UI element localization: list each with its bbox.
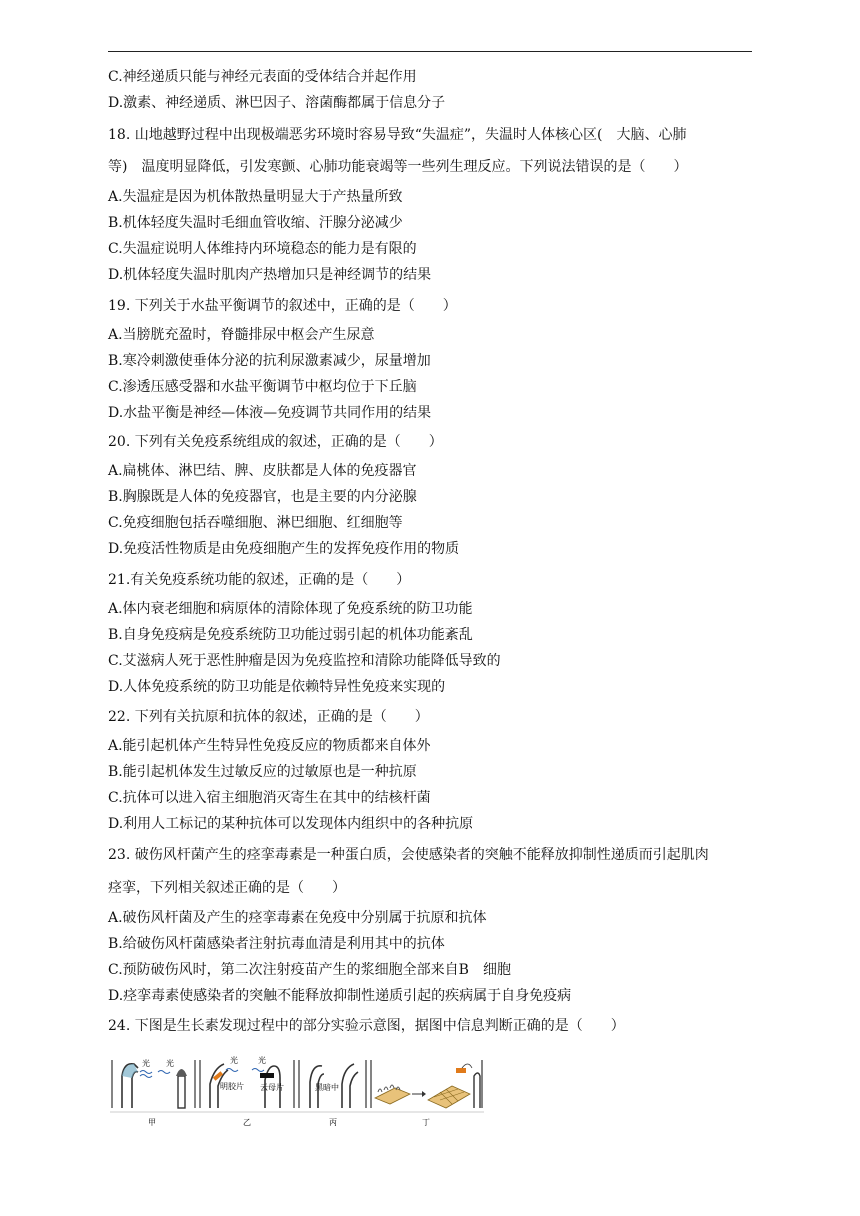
question-18-line2: 等) 温度明显降低，引发寒颤、心肺功能衰竭等一些列生理反应。下列说法错误的是（ ）	[108, 159, 688, 175]
option-18c: C.失温症说明人体维持内环境稳态的能力是有限的	[108, 241, 417, 257]
option-20d: D.免疫活性物质是由免疫细胞产生的发挥免疫作用的物质	[108, 541, 460, 557]
light-wave-icon	[140, 1071, 152, 1074]
option-23d: D.痉挛毒素使感染者的突触不能释放抑制性递质引起的疾病属于自身免疫病	[108, 988, 572, 1004]
option-21d: D.人体免疫系统的防卫功能是依赖特异性免疫来实现的	[108, 679, 446, 695]
option-19a: A.当膀胱充盈时，脊髓排尿中枢会产生尿意	[108, 327, 375, 343]
question-20: 20. 下列有关免疫系统组成的叙述，正确的是（ ）	[108, 434, 443, 450]
option-18a: A.失温症是因为机体散热量明显大于产热量所致	[108, 189, 403, 205]
option-23b: B.给破伤风杆菌感染者注射抗毒血清是利用其中的抗体	[108, 936, 445, 952]
option-22b: B.能引起机体发生过敏反应的过敏原也是一种抗原	[108, 764, 417, 780]
question-24: 24. 下图是生长素发现过程中的部分实验示意图，据图中信息判断正确的是（ ）	[108, 1018, 625, 1034]
option-21c: C.艾滋病人死于恶性肿瘤是因为免疫监控和清除功能降低导致的	[108, 653, 501, 669]
option-23c: C.预防破伤风时，第二次注射疫苗产生的浆细胞全部来自B 细胞	[108, 962, 511, 978]
option-22a: A.能引起机体产生特异性免疫反应的物质都来自体外	[108, 738, 431, 754]
panel-ding	[371, 1060, 482, 1127]
agar-piece-icon	[456, 1068, 466, 1073]
option-18d: D.机体轻度失温时肌肉产热增加只是神经调节的结果	[108, 267, 432, 283]
option-17d: D.激素、神经递质、淋巴因子、溶菌酶都属于信息分子	[108, 95, 446, 111]
mica-plate-icon	[260, 1073, 274, 1078]
option-20b: B.胸腺既是人体的免疫器官，也是主要的内分泌腺	[108, 489, 417, 505]
light-label: 光	[230, 1056, 238, 1065]
question-18-line1: 18. 山地越野过程中出现极端恶劣环境时容易导致“失温症”，失温时人体核心区( 大脑、心肺	[108, 127, 687, 143]
light-label: 光	[166, 1059, 174, 1068]
auxin-experiment-figure	[110, 1054, 484, 1128]
option-23a: A.破伤风杆菌及产生的痉挛毒素在免疫中分别属于抗原和抗体	[108, 910, 487, 926]
coleoptile-icon	[474, 1073, 480, 1108]
panel-label-yi: 乙	[243, 1118, 251, 1127]
panel-yi	[200, 1055, 294, 1127]
panel-jia	[112, 1058, 195, 1127]
panel-label-bing: 丙	[329, 1118, 337, 1127]
option-17c: C.神经递质只能与神经元表面的受体结合并起作用	[108, 69, 417, 85]
option-21a: A.体内衰老细胞和病原体的清除体现了免疫系统的防卫功能	[108, 601, 473, 617]
option-22c: C.抗体可以进入宿主细胞消灭寄生在其中的结核杆菌	[108, 790, 431, 806]
question-21: 21.有关免疫系统功能的叙述，正确的是（ ）	[108, 572, 411, 588]
option-19c: C.渗透压感受器和水盐平衡调节中枢均位于下丘脑	[108, 379, 417, 395]
light-label: 光	[142, 1059, 150, 1068]
panel-label-ding: 丁	[422, 1118, 430, 1127]
light-label: 光	[258, 1056, 266, 1065]
question-19: 19. 下列关于水盐平衡调节的叙述中，正确的是（ ）	[108, 298, 457, 314]
panel-bing	[299, 1060, 366, 1127]
option-18b: B.机体轻度失温时毛细血管收缩、汗腺分泌减少	[108, 215, 403, 231]
coleoptile-icon	[178, 1076, 185, 1108]
option-19b: B.寒冷刺激使垂体分泌的抗利尿激素减少，尿量增加	[108, 353, 431, 369]
question-23-line2: 痉挛，下列相关叙述正确的是（ ）	[108, 880, 346, 896]
agar-block-icon	[375, 1088, 410, 1104]
option-19d: D.水盐平衡是神经—体液—免疫调节共同作用的结果	[108, 405, 432, 421]
header-rule	[108, 51, 752, 52]
question-23-line1: 23. 破伤风杆菌产生的痉挛毒素是一种蛋白质，会使感染者的突触不能释放抑制性递质而引起肌肉	[108, 847, 709, 863]
option-20a: A.扁桃体、淋巴结、脾、皮肤都是人体的免疫器官	[108, 463, 417, 479]
option-20c: C.免疫细胞包括吞噬细胞、淋巴细胞、红细胞等	[108, 515, 403, 531]
option-21b: B.自身免疫病是免疫系统防卫功能过弱引起的机体功能紊乱	[108, 627, 473, 643]
dark-label: 黑暗中	[315, 1083, 339, 1092]
opaque-cap-icon	[176, 1069, 187, 1076]
option-22d: D.利用人工标记的某种抗体可以发现体内组织中的各种抗原	[108, 816, 474, 832]
panel-label-jia: 甲	[148, 1118, 156, 1127]
gelatin-label: 明胶片	[220, 1082, 244, 1091]
question-22: 22. 下列有关抗原和抗体的叙述，正确的是（ ）	[108, 709, 429, 725]
mica-label: 云母片	[260, 1083, 284, 1092]
